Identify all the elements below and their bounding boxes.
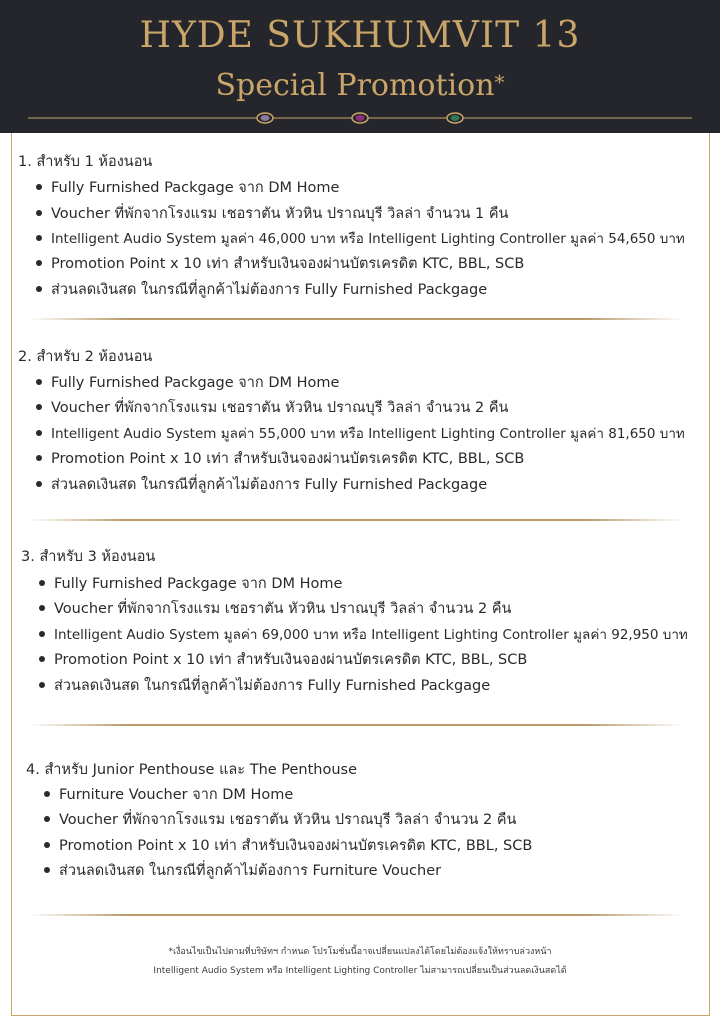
list-item xyxy=(39,648,527,671)
item-text: Voucher ที่พักจากโรงแรม เชอราตัน หัวหิน ปราณบุรี วิลล่า จำนวน 1 คืน xyxy=(51,206,509,222)
item-text: ส่วนลดเงินสด ในกรณีที่ลูกค้าไม่ต้องการ Fully Furnished Packgage xyxy=(51,282,488,298)
bullet-icon xyxy=(39,682,45,688)
item-text: ส่วนลดเงินสด ในกรณีที่ลูกค้าไม่ต้องการ Fully Furnished Packgage xyxy=(54,678,491,694)
bullet-icon xyxy=(44,816,50,822)
list-item xyxy=(44,783,293,806)
bullet-icon xyxy=(39,580,45,586)
item-text: Promotion Point x 10 เท่า สำหรับเงินจองผ่านบัตรเครดิต KTC, BBL, SCB xyxy=(54,652,528,668)
item-text: Intelligent Audio System มูลค่า 69,000 บาท หรือ Intelligent Lighting Controller มูลค่า 92,950 บาท xyxy=(54,627,688,643)
item-text: ส่วนลดเงินสด ในกรณีที่ลูกค้าไม่ต้องการ Furniture Voucher xyxy=(59,863,442,879)
bullet-icon xyxy=(36,430,42,436)
bullet-icon xyxy=(39,631,45,637)
list-item xyxy=(36,176,339,199)
bullet-icon xyxy=(36,235,42,241)
subtitle-text: Special Promotion xyxy=(215,68,495,103)
item-text: Intelligent Audio System มูลค่า 55,000 บาท หรือ Intelligent Lighting Controller มูลค่า 81,650 บาท xyxy=(51,426,685,442)
bullet-icon xyxy=(36,379,42,385)
bullet-icon xyxy=(36,481,42,487)
list-item xyxy=(36,252,524,275)
bullet-icon xyxy=(36,455,42,461)
bullet-icon xyxy=(39,656,45,662)
list-item xyxy=(36,278,487,301)
list-item xyxy=(36,422,685,444)
item-text: Promotion Point x 10 เท่า สำหรับเงินจองผ่านบัตรเครดิต KTC, BBL, SCB xyxy=(59,838,533,854)
item-text: Promotion Point x 10 เท่า สำหรับเงินจองผ่านบัตรเครดิต KTC, BBL, SCB xyxy=(51,451,525,467)
section-title: 3. สำหรับ 3 ห้องนอน xyxy=(21,549,156,565)
footnote-line-2: Intelligent Audio System หรือ Intelligent Lighting Controller ไม่สามารถเปลี่ยนเป็นส่วนลดเงินสดได้ xyxy=(153,966,567,976)
item-text: Furniture Voucher จาก DM Home xyxy=(59,787,294,803)
section-title: 4. สำหรับ Junior Penthouse และ The Penthouse xyxy=(26,762,358,778)
bullet-icon xyxy=(36,286,42,292)
project-title: HYDE SUKHUMVIT 13 xyxy=(139,15,581,56)
list-item xyxy=(39,623,688,645)
item-text: Fully Furnished Packgage จาก DM Home xyxy=(54,576,343,592)
bullet-icon xyxy=(44,867,50,873)
bullet-icon xyxy=(36,184,42,190)
list-item xyxy=(36,447,524,470)
bullet-icon xyxy=(36,260,42,266)
section-title: 2. สำหรับ 2 ห้องนอน xyxy=(18,349,153,365)
item-text: Voucher ที่พักจากโรงแรม เชอราตัน หัวหิน ปราณบุรี วิลล่า จำนวน 2 คืน xyxy=(59,812,517,828)
list-item xyxy=(36,202,508,225)
item-text: Promotion Point x 10 เท่า สำหรับเงินจองผ่านบัตรเครดิต KTC, BBL, SCB xyxy=(51,256,525,272)
list-item xyxy=(39,674,490,697)
section-divider xyxy=(28,318,684,320)
list-item xyxy=(44,834,532,857)
item-text: Fully Furnished Packgage จาก DM Home xyxy=(51,180,340,196)
bullet-icon xyxy=(36,210,42,216)
section-title: 1. สำหรับ 1 ห้องนอน xyxy=(18,154,153,170)
item-text: Fully Furnished Packgage จาก DM Home xyxy=(51,375,340,391)
section-divider xyxy=(28,724,684,726)
bullet-icon xyxy=(39,605,45,611)
subtitle-asterisk: * xyxy=(494,70,505,94)
item-text: Intelligent Audio System มูลค่า 46,000 บาท หรือ Intelligent Lighting Controller มูลค่า 54,650 บาท xyxy=(51,231,685,247)
section-divider xyxy=(28,914,684,916)
list-item xyxy=(36,396,508,419)
gem-right-icon xyxy=(447,113,463,123)
gem-middle-icon xyxy=(352,113,368,123)
item-text: Voucher ที่พักจากโรงแรม เชอราตัน หัวหิน ปราณบุรี วิลล่า จำนวน 2 คืน xyxy=(54,601,512,617)
item-text: Voucher ที่พักจากโรงแรม เชอราตัน หัวหิน ปราณบุรี วิลล่า จำนวน 2 คืน xyxy=(51,400,509,416)
item-text: ส่วนลดเงินสด ในกรณีที่ลูกค้าไม่ต้องการ Fully Furnished Packgage xyxy=(51,477,488,493)
gem-left-icon xyxy=(257,113,273,123)
section-divider xyxy=(28,519,684,521)
list-item xyxy=(44,808,516,831)
list-item xyxy=(36,227,685,249)
list-item xyxy=(39,572,342,595)
footnote-line-1: *เงื่อนไขเป็นไปตามที่บริษัทฯ กำหนด โปรโมชั่นนี้อาจเปลี่ยนแปลงได้โดยไม่ต้องแจ้งให้ทราบล่วงหน้า xyxy=(168,947,552,957)
bullet-icon xyxy=(36,404,42,410)
list-item xyxy=(44,859,441,882)
ornament-divider xyxy=(0,108,720,128)
bullet-icon xyxy=(44,842,50,848)
list-item xyxy=(36,473,487,496)
list-item xyxy=(39,597,511,620)
bullet-icon xyxy=(44,791,50,797)
header-banner xyxy=(0,0,720,133)
promotion-subtitle xyxy=(0,66,720,106)
list-item xyxy=(36,371,339,394)
